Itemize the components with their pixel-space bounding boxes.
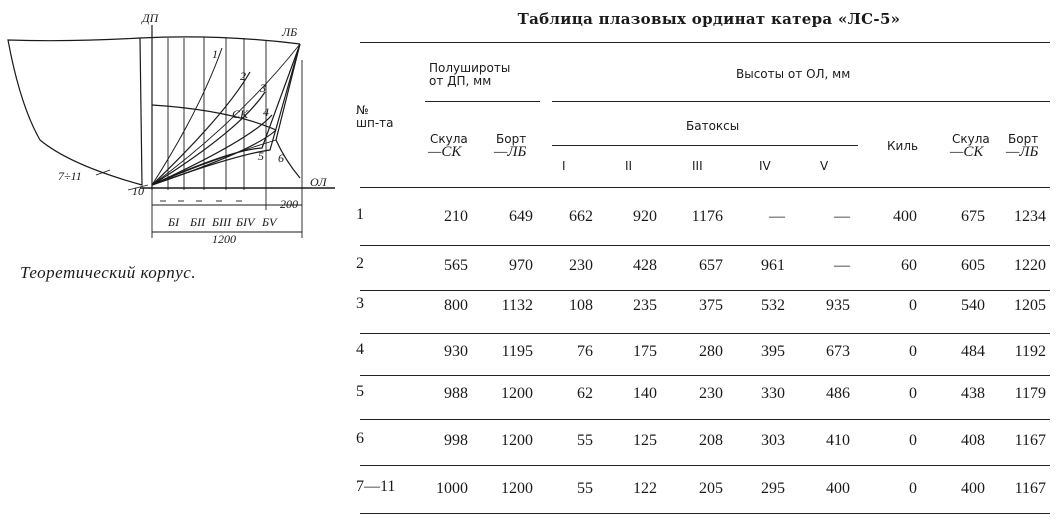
table-cell: 60 xyxy=(901,257,917,274)
table-cell: 540 xyxy=(961,297,985,314)
table-cell: 1220 xyxy=(1014,257,1046,274)
rule-buttocks xyxy=(552,145,858,146)
row-station-label: 4 xyxy=(356,341,364,358)
table-cell: 208 xyxy=(699,432,723,449)
rule-halfbreadths xyxy=(425,101,540,102)
table-cell: 1000 xyxy=(436,480,468,497)
table-cell: 230 xyxy=(569,257,593,274)
label-ol: ОЛ xyxy=(310,175,327,189)
row-station-label: 5 xyxy=(356,383,364,400)
table-cell: 988 xyxy=(444,385,468,402)
label-station-6: 6 xyxy=(278,151,284,165)
rule-header-bottom xyxy=(360,187,1050,188)
row-station-label: 7—11 xyxy=(356,478,396,495)
header-h-side-bottom: —ЛБ xyxy=(1006,144,1039,160)
table-cell: 1192 xyxy=(1014,343,1046,360)
label-dp: ДП xyxy=(142,11,159,25)
header-chine-bottom: —СК xyxy=(428,144,462,160)
label-dim-1200: 1200 xyxy=(212,232,236,246)
table-cell: 235 xyxy=(633,297,657,314)
header-station: № шп-та xyxy=(356,103,394,130)
table-cell: 76 xyxy=(577,343,593,360)
table-cell: 0 xyxy=(909,297,917,314)
table-cell: 400 xyxy=(961,480,985,497)
table-cell: 330 xyxy=(761,385,785,402)
table-cell: 55 xyxy=(577,432,593,449)
label-station-1: 1 xyxy=(212,47,218,61)
row-rule xyxy=(360,290,1050,291)
label-stern: 7÷11 xyxy=(58,169,82,183)
row-rule xyxy=(360,465,1050,466)
row-rule xyxy=(360,245,1050,246)
table-cell: — xyxy=(769,208,785,225)
table-cell: 800 xyxy=(444,297,468,314)
table-cell: 0 xyxy=(909,343,917,360)
table-cell: 1195 xyxy=(501,343,533,360)
header-buttock-1: I xyxy=(562,159,566,173)
table-cell: 230 xyxy=(699,385,723,402)
label-buttock-1: БI xyxy=(168,215,180,229)
table-cell: 55 xyxy=(577,480,593,497)
table-cell: 920 xyxy=(633,208,657,225)
header-side-bottom: —ЛБ xyxy=(494,144,527,160)
table-cell: 1167 xyxy=(1014,432,1046,449)
table-cell: 1234 xyxy=(1014,208,1046,225)
table-cell: 1205 xyxy=(1014,297,1046,314)
table-cell: 998 xyxy=(444,432,468,449)
table-cell: 125 xyxy=(633,432,657,449)
table-cell: 486 xyxy=(826,385,850,402)
row-rule xyxy=(360,333,1050,334)
header-h-chine-top: Скула xyxy=(952,132,990,146)
table-cell: 395 xyxy=(761,343,785,360)
row-rule xyxy=(360,513,1050,514)
label-buttock-2: БII xyxy=(190,215,206,229)
label-station-3: 3 xyxy=(260,81,266,95)
table-cell: 935 xyxy=(826,297,850,314)
header-buttock-2: II xyxy=(625,159,633,173)
header-buttock-3: III xyxy=(692,159,703,173)
table-cell: 122 xyxy=(633,480,657,497)
table-cell: 532 xyxy=(761,297,785,314)
row-station-label: 3 xyxy=(356,295,364,312)
table-cell: 0 xyxy=(909,385,917,402)
table-cell: 400 xyxy=(893,208,917,225)
label-keel-station: 10 xyxy=(132,184,144,198)
label-station-5: 5 xyxy=(258,149,264,163)
label-dim-200: 200 xyxy=(280,197,298,211)
table-cell: 961 xyxy=(761,257,785,274)
table-cell: 970 xyxy=(509,257,533,274)
table-cell: 400 xyxy=(826,480,850,497)
table-cell: 675 xyxy=(961,208,985,225)
header-chine-top: Скула xyxy=(430,132,468,146)
table-cell: 1179 xyxy=(1014,385,1046,402)
table-cell: 428 xyxy=(633,257,657,274)
table-cell: — xyxy=(834,208,850,225)
label-station-4: 4 xyxy=(263,105,269,119)
table-cell: 408 xyxy=(961,432,985,449)
table-cell: 303 xyxy=(761,432,785,449)
chine-line xyxy=(152,105,276,130)
table-cell: 1200 xyxy=(501,480,533,497)
header-halfbreadths: Полуширoты от ДП, мм xyxy=(429,61,511,88)
row-rule xyxy=(360,419,1050,420)
table-cell: 565 xyxy=(444,257,468,274)
rule-heights xyxy=(552,101,1050,102)
table-cell: 438 xyxy=(961,385,985,402)
table-cell: 62 xyxy=(577,385,593,402)
header-buttocks: Батоксы xyxy=(686,119,740,133)
label-buttock-5: БV xyxy=(262,215,277,229)
table-cell: 649 xyxy=(509,208,533,225)
table-cell: 1167 xyxy=(1014,480,1046,497)
row-station-label: 1 xyxy=(356,206,364,223)
table-cell: 1176 xyxy=(691,208,723,225)
header-h-chine-bottom: —СК xyxy=(950,144,984,160)
row-rule xyxy=(360,375,1050,376)
stern-profile xyxy=(8,38,142,185)
table-cell: 140 xyxy=(633,385,657,402)
table-cell: 657 xyxy=(699,257,723,274)
table-cell: — xyxy=(834,257,850,274)
header-heights: Высоты от ОЛ, мм xyxy=(736,67,851,81)
table-cell: 1200 xyxy=(501,385,533,402)
label-buttock-3: БIII xyxy=(212,215,232,229)
table-cell: 673 xyxy=(826,343,850,360)
table-cell: 1132 xyxy=(501,297,533,314)
header-keel: Киль xyxy=(887,139,919,153)
table-cell: 375 xyxy=(699,297,723,314)
table-cell: 295 xyxy=(761,480,785,497)
label-lb: ЛБ xyxy=(282,25,298,39)
table-cell: 930 xyxy=(444,343,468,360)
header-side-top: Борт xyxy=(496,132,527,146)
header-h-side-top: Борт xyxy=(1008,132,1039,146)
label-buttock-4: БIV xyxy=(236,215,255,229)
table-cell: 280 xyxy=(699,343,723,360)
table-cell: 605 xyxy=(961,257,985,274)
header-buttock-4: IV xyxy=(759,159,771,173)
row-station-label: 6 xyxy=(356,430,364,447)
hull-body-plan-drawing xyxy=(0,0,340,300)
table-title: Таблица плазовых ординат катера «ЛС-5» xyxy=(517,10,901,28)
table-cell: 210 xyxy=(444,208,468,225)
table-cell: 0 xyxy=(909,432,917,449)
table-cell: 484 xyxy=(961,343,985,360)
table-cell: 175 xyxy=(633,343,657,360)
table-cell: 1200 xyxy=(501,432,533,449)
table-cell: 108 xyxy=(569,297,593,314)
label-sk: СК xyxy=(232,107,248,121)
table-cell: 662 xyxy=(569,208,593,225)
table-cell: 205 xyxy=(699,480,723,497)
rule-top xyxy=(360,42,1050,43)
row-station-label: 2 xyxy=(356,255,364,272)
label-station-2: 2 xyxy=(240,69,246,83)
table-cell: 0 xyxy=(909,480,917,497)
sheer-line xyxy=(140,37,300,44)
header-buttock-5: V xyxy=(820,159,829,173)
figure-caption: Теоретический корпус. xyxy=(20,263,197,282)
table-cell: 410 xyxy=(826,432,850,449)
